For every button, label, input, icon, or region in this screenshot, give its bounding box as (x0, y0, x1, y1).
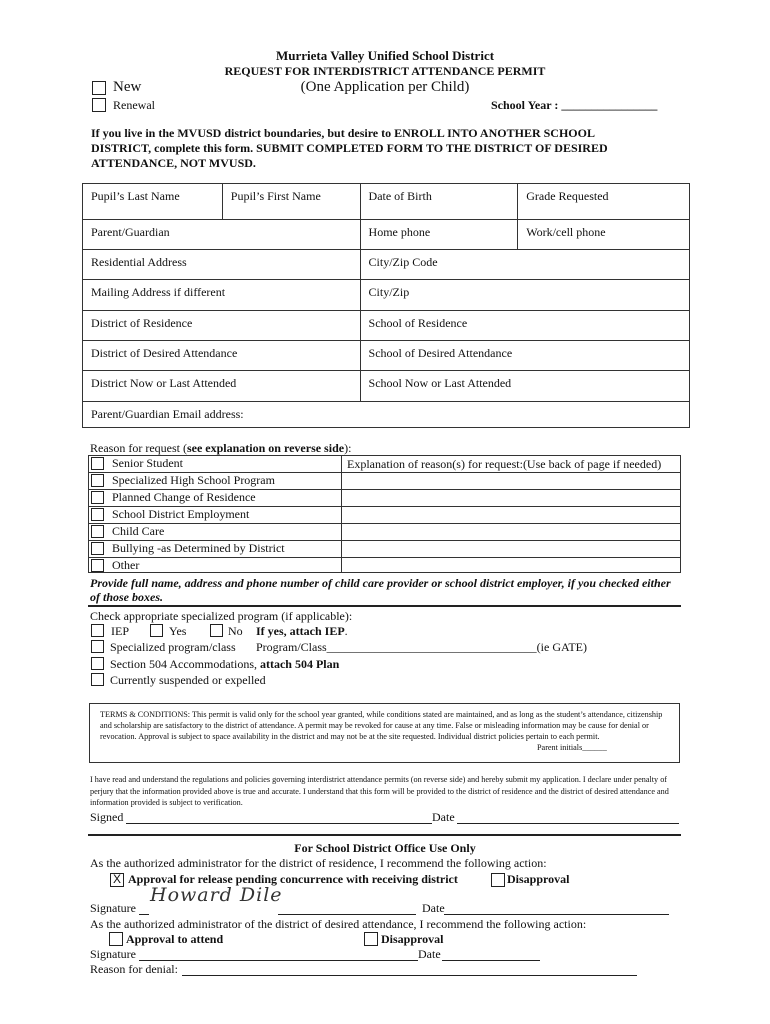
reason-option-label: Senior Student (112, 456, 183, 470)
parent-initials-field[interactable]: Parent initials______ (537, 743, 607, 752)
terms-text: TERMS & CONDITIONS: This permit is valid only for the school year granted, while conditions stated are maintained, and as long as the student’s attendance, citizenship and scholarship are satisfactory to the district of attendance. A permit may be revoked for cause at any time. False or misleading information may be cause for denial or revocation. Approval is subject to space availability in the district and may not be at the site requested. Individual district policies pertain to each permit. (100, 710, 663, 742)
reason-row-rule (88, 540, 681, 541)
iep-yes-label: Yes (169, 624, 187, 638)
signature-date-label: Date (422, 901, 445, 915)
reason-row-rule (88, 557, 681, 558)
school-of-residence-cell[interactable]: School of Residence (360, 311, 689, 341)
iep-yes-checkbox[interactable] (150, 624, 163, 637)
section504-label: Section 504 Accommodations, attach 504 Plan (110, 657, 340, 671)
explanation-header: Explanation of reason(s) for request:(Use back of page if needed) (347, 457, 662, 471)
reason-option-checkbox[interactable] (91, 457, 104, 470)
iep-label: IEP (111, 624, 129, 638)
grade-cell[interactable]: Grade Requested (518, 184, 690, 220)
reason-row-rule (88, 506, 681, 507)
district-name: Murrieta Valley Unified School District (275, 48, 495, 63)
signature-label: Signature (90, 901, 136, 915)
program-class-field[interactable]: Program/Class___________________________________(ie GATE) (256, 640, 587, 654)
handwritten-signature: Howard Dile (150, 884, 283, 906)
last-name-cell[interactable]: Pupil’s Last Name (83, 184, 223, 220)
reason-denial-label: Reason for denial: (90, 962, 178, 976)
reason-option-checkbox[interactable] (91, 474, 104, 487)
mailing-address-cell[interactable]: Mailing Address if different (83, 280, 361, 311)
reason-note: Provide full name, address and phone number of child care provider or school district employer, if you checked either of those boxes. (90, 576, 671, 604)
instructions: If you live in the MVUSD district boundaries, but desire to ENROLL INTO ANOTHER SCHOOL DISTRICT, complete this form. SUBMIT COMPLETED FORM TO THE DISTRICT OF DESIRED ATTENDANCE, NOT MVUSD. (91, 126, 608, 170)
iep-checkbox[interactable] (91, 624, 104, 637)
iep-no-checkbox[interactable] (210, 624, 223, 637)
program-label: Check appropriate specialized program (if applicable): (90, 609, 353, 623)
form-title: REQUEST FOR INTERDISTRICT ATTENDANCE PERMIT (224, 64, 546, 78)
reason-option-label: School District Employment (112, 507, 250, 521)
reason-option-checkbox[interactable] (91, 491, 104, 504)
reason-row-rule (88, 472, 681, 473)
reason-option-checkbox[interactable] (91, 525, 104, 538)
work-phone-cell[interactable]: Work/cell phone (518, 220, 690, 250)
section504-checkbox[interactable] (91, 657, 104, 670)
approval-attend-label: Approval to attend (126, 932, 224, 946)
signature2-date-line[interactable] (442, 960, 540, 961)
mailing-city-zip-cell[interactable]: City/Zip (360, 280, 689, 311)
form-subtitle: (One Application per Child) (300, 79, 470, 95)
reason-option-label: Other (112, 558, 140, 572)
approval-release-label: Approval for release pending concurrence with receiving district (128, 872, 458, 886)
desired-admin-text: As the authorized administrator of the district of desired attendance, I recommend the following action: (90, 917, 587, 931)
divider (88, 605, 681, 607)
disapproval2-label: Disapproval (381, 932, 444, 946)
district-of-residence-cell[interactable]: District of Residence (83, 311, 361, 341)
signature-line-b[interactable] (278, 914, 416, 915)
suspended-checkbox[interactable] (91, 673, 104, 686)
city-zip-code-cell[interactable]: City/Zip Code (360, 250, 689, 280)
reason-row-rule (88, 489, 681, 490)
reason-denial-line[interactable] (182, 975, 637, 976)
signature-date-line[interactable] (444, 914, 669, 915)
email-cell[interactable]: Parent/Guardian Email address: (83, 402, 690, 428)
new-checkbox[interactable] (92, 81, 106, 95)
iep-attach-note: If yes, attach IEP. (256, 624, 348, 638)
office-divider (88, 834, 681, 836)
reason-option-label: Bullying -as Determined by District (112, 541, 285, 555)
disapproval2-checkbox[interactable] (364, 932, 378, 946)
renewal-label: Renewal (113, 98, 155, 112)
disapproval-label: Disapproval (507, 872, 570, 886)
reason-label: Reason for request (see explanation on reverse side): (90, 441, 352, 455)
approval-release-checkbox[interactable]: X (110, 873, 124, 887)
declaration-text: I have read and understand the regulations and policies governing interdistrict attendance permits (on reverse side) and hereby submit my application. I declare under penalty of perjury that the information provided above is true and accurate. I understand that this form will be provided to the district of residence and the district of desired attendance and information provided is subject to verification. (90, 775, 669, 808)
renewal-checkbox[interactable] (92, 98, 106, 112)
signed-line[interactable] (126, 823, 432, 824)
disapproval-checkbox[interactable] (491, 873, 505, 887)
parent-guardian-cell[interactable]: Parent/Guardian (83, 220, 361, 250)
office-title: For School District Office Use Only (294, 841, 476, 855)
pupil-info-table (82, 183, 690, 428)
residential-address-cell[interactable]: Residential Address (83, 250, 361, 280)
reason-option-checkbox[interactable] (91, 559, 104, 572)
home-phone-cell[interactable]: Home phone (360, 220, 518, 250)
specialized-label: Specialized program/class (110, 640, 236, 654)
specialized-checkbox[interactable] (91, 640, 104, 653)
suspended-label: Currently suspended or expelled (110, 673, 266, 687)
reason-row-rule (88, 523, 681, 524)
signature2-label: Signature (90, 947, 136, 961)
signature2-date-label: Date (418, 947, 441, 961)
iep-no-label: No (228, 624, 243, 638)
reason-option-checkbox[interactable] (91, 542, 104, 555)
desired-school-cell[interactable]: School of Desired Attendance (360, 341, 689, 371)
first-name-cell[interactable]: Pupil’s First Name (222, 184, 360, 220)
last-district-cell[interactable]: District Now or Last Attended (83, 371, 361, 402)
reason-option-label: Child Care (112, 524, 165, 538)
residence-admin-text: As the authorized administrator for the district of residence, I recommend the following action: (90, 856, 547, 870)
reason-option-checkbox[interactable] (91, 508, 104, 521)
reason-option-label: Specialized High School Program (112, 473, 275, 487)
new-label: New (113, 79, 142, 95)
school-year-field[interactable]: School Year : ________________ (491, 98, 658, 112)
signed-date-line[interactable] (457, 823, 679, 824)
signature2-line[interactable] (139, 960, 418, 961)
dob-cell[interactable]: Date of Birth (360, 184, 518, 220)
last-school-cell[interactable]: School Now or Last Attended (360, 371, 689, 402)
desired-district-cell[interactable]: District of Desired Attendance (83, 341, 361, 371)
signed-date-label: Date (432, 810, 455, 824)
signature-line-a[interactable] (139, 914, 149, 915)
reason-option-label: Planned Change of Residence (112, 490, 256, 504)
approval-attend-checkbox[interactable] (109, 932, 123, 946)
signed-label: Signed (90, 810, 124, 824)
